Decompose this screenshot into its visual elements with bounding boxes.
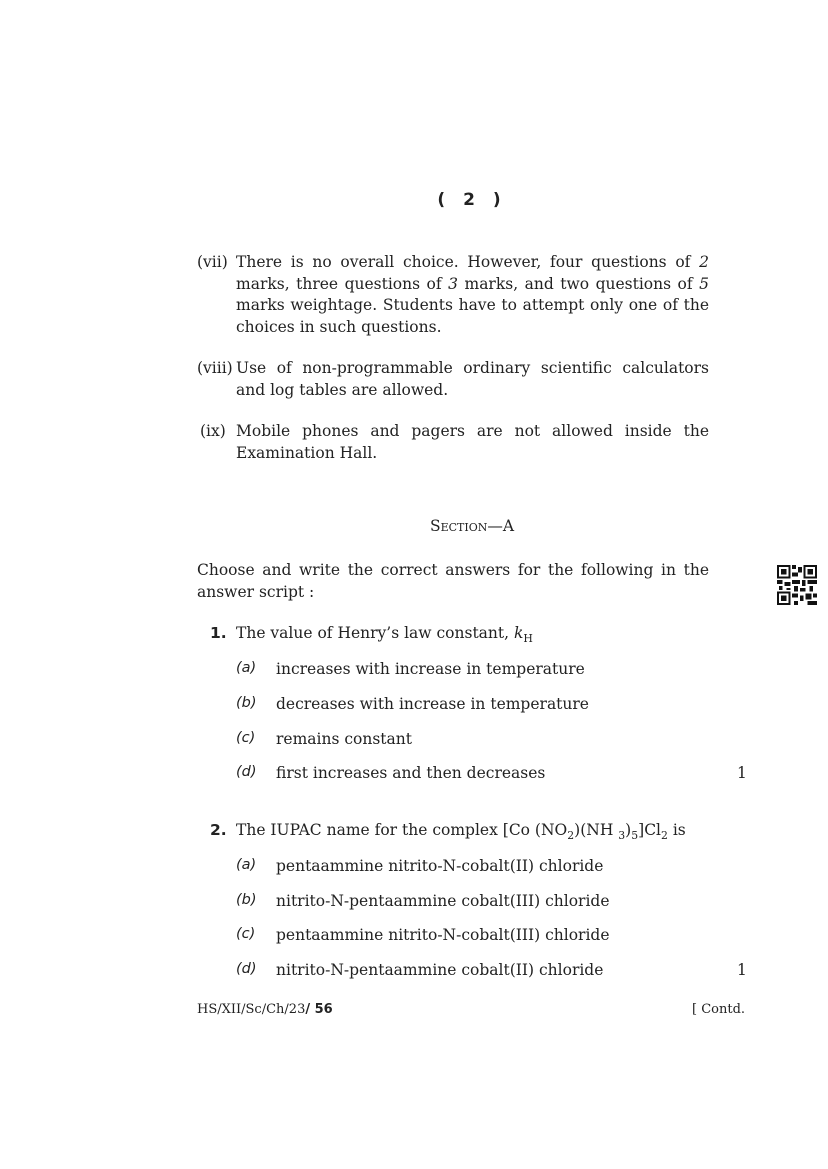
option-text: nitrito-N-pentaammine cobalt(III) chloride: [276, 892, 610, 910]
option-label: (a): [236, 857, 257, 873]
instruction-text: Use of non-programmable ordinary scientific calculators and log tables are allowed.: [236, 359, 709, 399]
page-number: ( 2 ): [437, 190, 507, 210]
option-text: remains constant: [276, 730, 412, 748]
question-text: The value of Henry’s law constant, $k_H$: [236, 624, 533, 646]
question-number: 2.: [210, 821, 227, 839]
footer-contd: [ Contd.: [692, 1002, 746, 1017]
instruction-ix: [197, 421, 709, 464]
question-1-marks: 1: [737, 764, 747, 782]
option-label: (b): [236, 695, 257, 711]
option-label: (b): [236, 892, 257, 908]
option-text: increases with increase in temperature: [276, 660, 585, 678]
instruction-text: Mobile phones and pagers are not allowed inside the Examination Hall.: [236, 422, 709, 462]
instruction-number: (ix): [200, 422, 226, 440]
question-number: 1.: [210, 624, 227, 642]
instruction-text: There is no overall choice. However, four questions of 2 marks, three questions of 3 marks, and two questions of 5 marks weightage. Students have to attempt only one of the choices in such questions.: [236, 253, 709, 336]
footer-code: HS/XII/Sc/Ch/23/ 56: [197, 1002, 333, 1017]
option-label: (c): [236, 730, 256, 746]
complex-formula: [Co $(NO_2)(NH$ $_3)_5]Cl_2$: [502, 821, 668, 843]
option-text: first increases and then decreases: [276, 764, 546, 782]
instruction-number: (viii): [197, 359, 233, 377]
instruction-vii: [197, 252, 709, 338]
option-label: (c): [236, 926, 256, 942]
option-label: (a): [236, 660, 257, 676]
section-title: Section—A: [429, 517, 515, 535]
section-lead: Choose and write the correct answers for the following in the answer script :: [197, 561, 709, 601]
option-label: (d): [236, 764, 257, 780]
instruction-number: (vii): [197, 253, 228, 271]
option-text: pentaammine nitrito-N-cobalt(III) chloride: [276, 926, 610, 944]
question-2-marks: 1: [737, 961, 747, 979]
option-label: (d): [236, 961, 257, 977]
option-text: nitrito-N-pentaammine cobalt(II) chloride: [276, 961, 604, 979]
option-text: decreases with increase in temperature: [276, 695, 589, 713]
instruction-viii: [197, 358, 709, 401]
question-text: The IUPAC name for the complex [Co $(NO_2)(NH$ $_3)_5]Cl_2$ is: [236, 821, 686, 843]
option-text: pentaammine nitrito-N-cobalt(II) chloride: [276, 857, 604, 875]
qr-code-icon: [777, 565, 817, 605]
